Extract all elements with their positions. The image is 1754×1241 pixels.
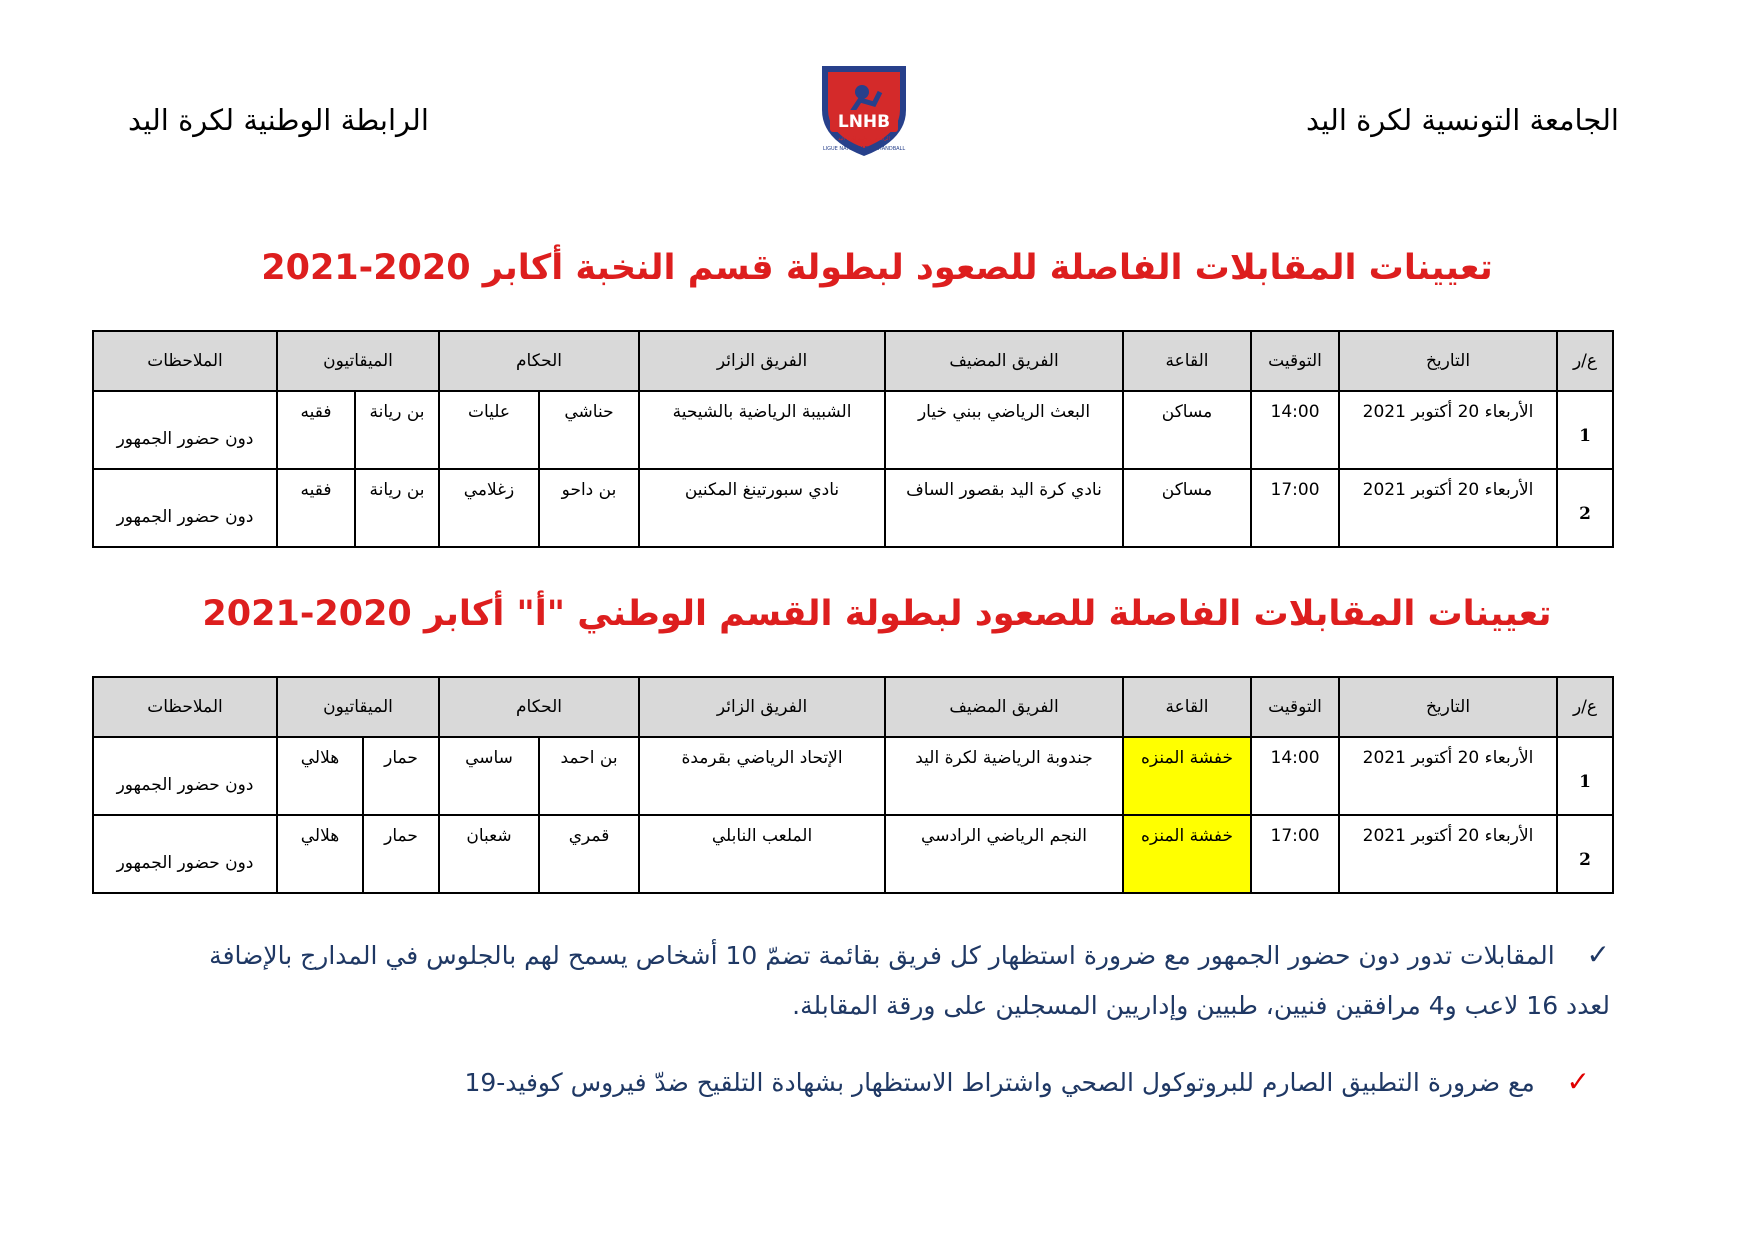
timekeeper-1: حمار: [363, 737, 439, 815]
away-team: الإتحاد الرياضي بقرمدة: [639, 737, 885, 815]
logo-subtitle-fr: LIGUE NATIONALE DE HANDBALL: [822, 146, 906, 152]
match-number: 1: [1557, 391, 1613, 469]
table-header-row: [93, 331, 1613, 391]
elite-schedule-table: [92, 330, 1614, 548]
table2-title: تعيينات المقابلات الفاصلة للصعود لبطولة القسم الوطني "أ" أكابر 2020-2021: [202, 594, 1552, 634]
table-header-row: [93, 677, 1613, 737]
match-venue-highlighted: خفشة المنزه: [1123, 737, 1251, 815]
match-note: دون حضور الجمهور: [93, 469, 277, 547]
checkmark-icon: ✓: [1586, 938, 1610, 971]
lnhb-logo: [808, 58, 920, 168]
col-home-team: الفريق المضيف: [885, 331, 1123, 391]
home-team: جندوبة الرياضية لكرة اليد: [885, 737, 1123, 815]
col-timekeepers: الميقاتيون: [277, 677, 439, 737]
match-venue: مساكن: [1123, 391, 1251, 469]
timekeeper-2: هلالي: [277, 737, 363, 815]
col-time: التوقيت: [1251, 331, 1339, 391]
col-timekeepers: الميقاتيون: [277, 331, 439, 391]
table-row: [93, 391, 1613, 469]
table-row: [93, 469, 1613, 547]
note-1: [160, 930, 1610, 1031]
referee-2: زغلامي: [439, 469, 539, 547]
col-notes: الملاحظات: [93, 331, 277, 391]
timekeeper-2: فقيه: [277, 469, 355, 547]
note-1-text: المقابلات تدور دون حضور الجمهور مع ضرورة استظهار كل فريق بقائمة تضمّ 10 أشخاص يسمح لهم بالجلوس في المدارج بالإضافة لعدد 16 لاعب و4 مرافقين فنيين، طبيين وإداريين المسجلين على ورقة المقابلة.: [209, 941, 1610, 1020]
match-note: دون حضور الجمهور: [93, 737, 277, 815]
col-venue: القاعة: [1123, 677, 1251, 737]
col-venue: القاعة: [1123, 331, 1251, 391]
away-team: الشبيبة الرياضية بالشيحية: [639, 391, 885, 469]
match-time: 17:00: [1251, 815, 1339, 893]
col-number: ع/ر: [1557, 331, 1613, 391]
match-note: دون حضور الجمهور: [93, 815, 277, 893]
match-time: 17:00: [1251, 469, 1339, 547]
match-venue: مساكن: [1123, 469, 1251, 547]
match-venue-highlighted: خفشة المنزه: [1123, 815, 1251, 893]
national-a-schedule-table: [92, 676, 1614, 894]
timekeeper-2: فقيه: [277, 391, 355, 469]
home-team: البعث الرياضي ببني خيار: [885, 391, 1123, 469]
timekeeper-1: حمار: [363, 815, 439, 893]
referee-1: بن داحو: [539, 469, 639, 547]
col-home-team: الفريق المضيف: [885, 677, 1123, 737]
away-team: الملعب النابلي: [639, 815, 885, 893]
note-2-text: مع ضرورة التطبيق الصارم للبروتوكول الصحي واشتراط الاستظهار بشهادة التلقيح ضدّ فيروس كوفيد-19: [464, 1068, 1535, 1097]
timekeeper-1: بن ريانة: [355, 469, 439, 547]
league-name: الرابطة الوطنية لكرة اليد: [128, 103, 429, 137]
note-2: [160, 1060, 1610, 1105]
away-team: نادي سبورتينغ المكنين: [639, 469, 885, 547]
col-number: ع/ر: [1557, 677, 1613, 737]
match-number: 2: [1557, 815, 1613, 893]
col-date: التاريخ: [1339, 331, 1557, 391]
col-away-team: الفريق الزائر: [639, 677, 885, 737]
referee-1: بن احمد: [539, 737, 639, 815]
match-time: 14:00: [1251, 737, 1339, 815]
timekeeper-1: بن ريانة: [355, 391, 439, 469]
referee-1: حناشي: [539, 391, 639, 469]
match-date: الأربعاء 20 أكتوبر 2021: [1339, 815, 1557, 893]
match-time: 14:00: [1251, 391, 1339, 469]
timekeeper-2: هلالي: [277, 815, 363, 893]
match-date: الأربعاء 20 أكتوبر 2021: [1339, 469, 1557, 547]
match-date: الأربعاء 20 أكتوبر 2021: [1339, 737, 1557, 815]
col-date: التاريخ: [1339, 677, 1557, 737]
referee-1: قمري: [539, 815, 639, 893]
col-away-team: الفريق الزائر: [639, 331, 885, 391]
referee-2: شعبان: [439, 815, 539, 893]
table-row: [93, 815, 1613, 893]
table1-title: تعيينات المقابلات الفاصلة للصعود لبطولة قسم النخبة أكابر 2020-2021: [261, 248, 1493, 288]
logo-subtitle-ar: الرابطة الوطنية لكرة اليد: [838, 136, 890, 142]
home-team: النجم الرياضي الرادسي: [885, 815, 1123, 893]
match-number: 2: [1557, 469, 1613, 547]
match-date: الأربعاء 20 أكتوبر 2021: [1339, 391, 1557, 469]
referee-2: ساسي: [439, 737, 539, 815]
col-referees: الحكام: [439, 331, 639, 391]
col-time: التوقيت: [1251, 677, 1339, 737]
match-number: 1: [1557, 737, 1613, 815]
referee-2: عليات: [439, 391, 539, 469]
home-team: نادي كرة اليد بقصور الساف: [885, 469, 1123, 547]
table-row: [93, 737, 1613, 815]
col-notes: الملاحظات: [93, 677, 277, 737]
checkmark-icon: ✓: [1566, 1065, 1590, 1098]
col-referees: الحكام: [439, 677, 639, 737]
match-note: دون حضور الجمهور: [93, 391, 277, 469]
logo-text: LNHB: [837, 112, 891, 132]
federation-name: الجامعة التونسية لكرة اليد: [1306, 103, 1619, 137]
